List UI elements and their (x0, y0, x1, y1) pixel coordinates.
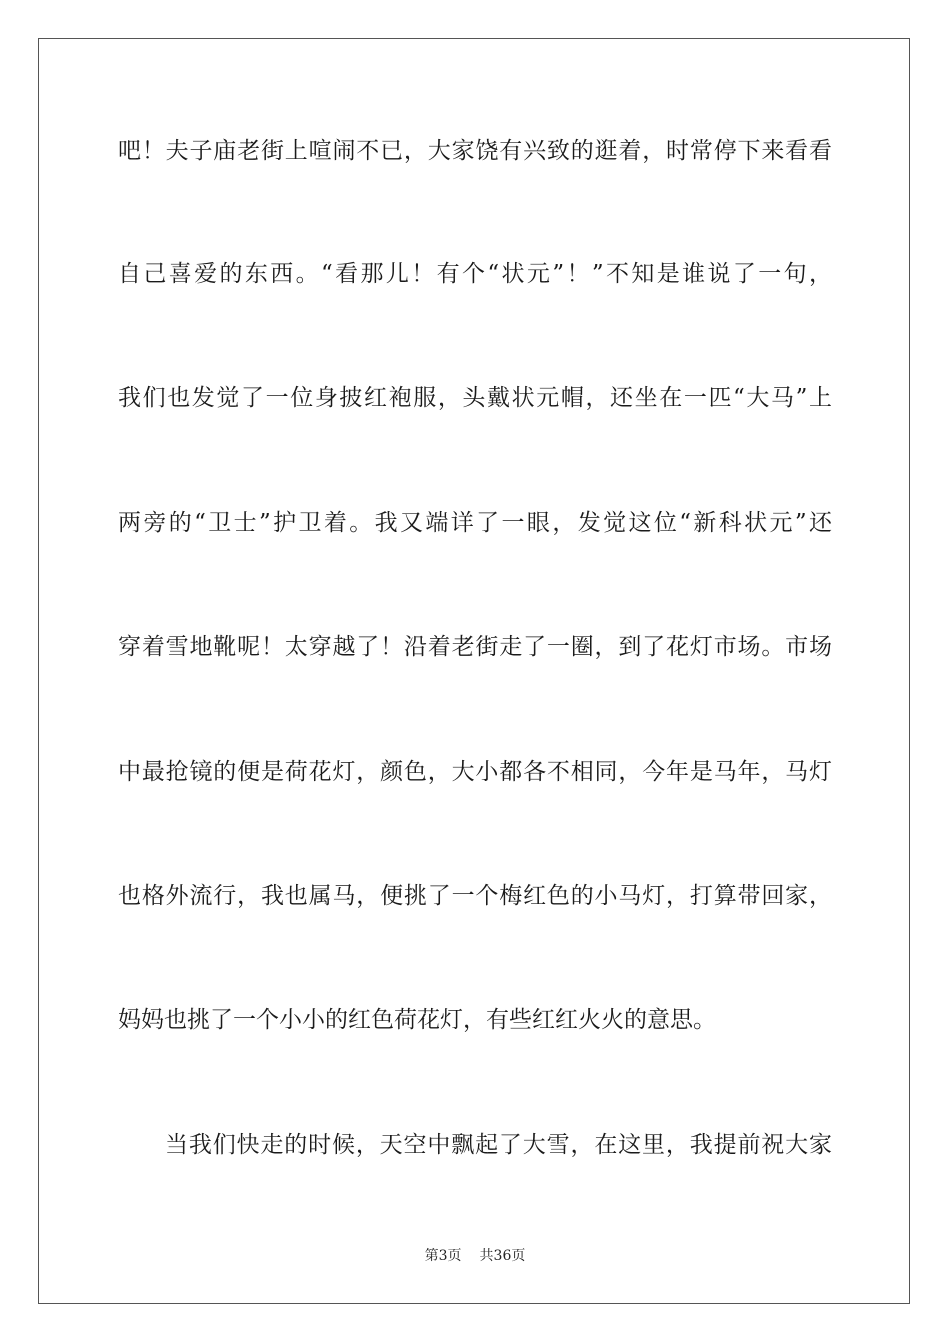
body-line-7: 也格外流行，我也属马，便挑了一个梅红色的小马灯，打算带回家， (118, 883, 832, 909)
page-total: 共36页 (479, 1248, 526, 1264)
body-line-1: 吧！夫子庙老街上喧闹不已，大家饶有兴致的逛着，时常停下来看看 (118, 138, 832, 164)
body-line-2: 自己喜爱的东西。“看那儿！有个“状元”！”不知是谁说了一句， (118, 261, 832, 287)
body-line-9: 当我们快走的时候，天空中飘起了大雪，在这里，我提前祝大家 (165, 1132, 832, 1158)
body-line-6: 中最抢镜的便是荷花灯，颜色，大小都各不相同，今年是马年，马灯 (118, 759, 832, 785)
page-border (38, 38, 910, 1304)
body-line-5: 穿着雪地靴呢！太穿越了！沿着老街走了一圈，到了花灯市场。市场 (118, 634, 832, 660)
body-line-3: 我们也发觉了一位身披红袍服，头戴状元帽，还坐在一匹“大马”上 (118, 385, 832, 411)
page-footer (0, 1247, 950, 1265)
page-number: 第3页 (424, 1248, 462, 1264)
body-line-4: 两旁的“卫士”护卫着。我又端详了一眼，发觉这位“新科状元”还 (118, 510, 832, 536)
body-line-8: 妈妈也挑了一个小小的红色荷花灯，有些红红火火的意思。 (118, 1007, 716, 1033)
